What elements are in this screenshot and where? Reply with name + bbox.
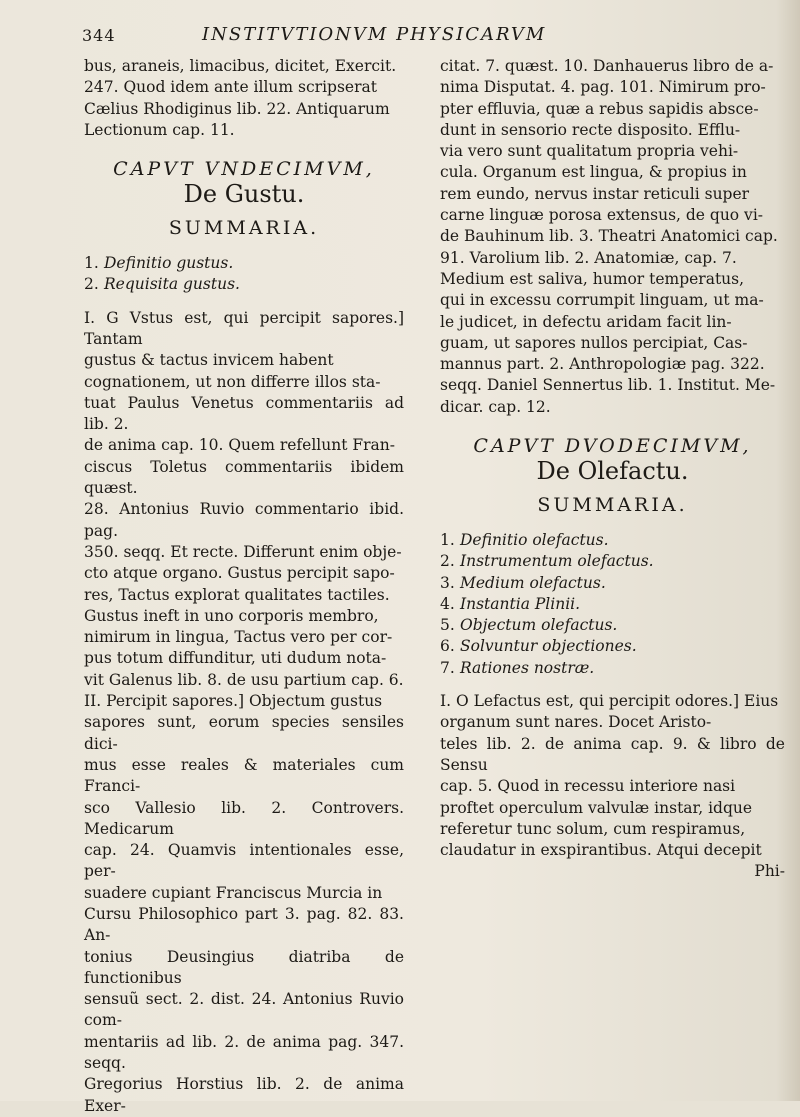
summary-item-number: 1. (84, 254, 99, 273)
text-line: suadere cupiant Franciscus Murcia in (84, 883, 383, 902)
text-line: nimirum in lingua, Tactus vero per cor- (84, 628, 393, 647)
running-title: INSTITVTIONVM PHYSICARVM (202, 24, 547, 45)
text-line: cognationem, ut non differre illos sta- (84, 372, 381, 391)
left-intro (84, 56, 404, 141)
text-line: qui in excessu corrumpit linguam, ut ma- (440, 291, 764, 310)
text-line: ciscus Toletus commentariis ibidem quæst. (84, 457, 404, 498)
text-line: bus, araneis, limacibus, dicitet, Exercit. (84, 57, 397, 75)
text-line: tonius Deusingius diatriba de functionibus (84, 947, 404, 987)
text-line: mentariis ad lib. 2. de anima pag. 347. seqq. (84, 1032, 404, 1073)
text-line: via vero sunt qualitatum propria vehi- (440, 142, 739, 161)
summary-item (440, 636, 785, 657)
text-line: cto atque organo. Gustus percipit sapo- (84, 564, 395, 583)
summary-item (440, 658, 785, 679)
text-line: I. O Lefactus est, qui percipit odores.] Eius (440, 692, 779, 711)
text-line: citat. 7. quæst. 10. Danhauerus libro de a- (440, 57, 774, 75)
summary-item-text: Solvuntur objectiones. (460, 637, 637, 656)
text-line: Cælius Rhodiginus lib. 22. Antiquarum (84, 99, 390, 118)
text-line: de anima cap. 10. Quem refellunt Fran- (84, 436, 395, 455)
summary-item-number: 2. (440, 552, 455, 571)
text-line: I. G Vstus est, qui percipit sapores.] Tantam (84, 308, 404, 348)
text-line: cap. 24. Quamvis intentionales esse, per- (84, 841, 404, 881)
text-line: mus esse reales & materiales cum Franci- (84, 755, 404, 796)
text-line: guam, ut sapores nullos percipiat, Cas- (440, 333, 748, 352)
summary-item-text: Medium olefactus. (460, 573, 606, 592)
summary-item-number: 6. (440, 637, 455, 656)
text-line: dunt in sensorio recte disposito. Efflu- (440, 120, 741, 139)
summary-item-number: 1. (440, 530, 455, 549)
chapter-heading: CAPVT DVODECIMVM, (473, 435, 752, 458)
text-line: 247. Quod idem ante illum scripserat (84, 78, 377, 97)
text-line: claudatur in exspirantibus. Atqui decepit (440, 841, 762, 860)
summary-item-text: Requisita gustus. (104, 275, 240, 294)
text-line: 91. Varolium lib. 2. Anatomiæ, cap. 7. (440, 248, 737, 267)
left-column (84, 56, 404, 1117)
text-line: 28. Antonius Ruvio commentario ibid. pag. (84, 500, 404, 540)
text-line: sensuũ sect. 2. dist. 24. Antonius Ruvio com- (84, 990, 404, 1030)
text-line: mannus part. 2. Anthropologiæ pag. 322. (440, 355, 765, 374)
summary-item-number: 4. (440, 594, 455, 613)
text-line: nima Disputat. 4. pag. 101. Nimirum pro- (440, 78, 766, 97)
text-line: Gustus ineft in uno corporis membro, (84, 606, 379, 625)
text-line: res, Tactus explorat qualitates tactiles. (84, 585, 390, 604)
right-top (440, 56, 785, 418)
text-line: referetur tunc solum, cum respiramus, (440, 819, 746, 838)
summary-label: SUMMARIA. (168, 216, 320, 239)
summary-item-number: 2. (84, 275, 99, 294)
text-line: vit Galenus lib. 8. de usu partium cap. 6. (84, 670, 404, 689)
text-line: cap. 5. Quod in recessu interiore nasi (440, 777, 736, 796)
text-line: de Bauhinum lib. 3. Theatri Anatomici cap. (440, 227, 778, 246)
text-line: sapores sunt, eorum species sensiles dici- (84, 713, 404, 753)
page-header (82, 24, 782, 54)
spacer (84, 296, 404, 308)
summary-item-text: Rationes nostræ. (460, 658, 595, 677)
summary-item (84, 253, 404, 274)
text-line: 350. seqq. Et recte. Differunt enim obje- (84, 542, 402, 561)
text-line: gustus & tactus invicem habent (84, 351, 334, 370)
summary-item-number: 7. (440, 658, 455, 677)
summary-item-text: Definitio olefactus. (460, 530, 609, 549)
summary-item-text: Definitio gustus. (104, 254, 234, 273)
text-line: tuat Paulus Venetus commentariis ad lib. 2. (84, 393, 404, 434)
summary-item-number: 3. (440, 573, 455, 592)
summary-item (440, 615, 785, 636)
text-line: Cursu Philosophico part 3. pag. 82. 83. An- (84, 904, 404, 945)
summary-item-text: Instantia Plinii. (460, 594, 581, 613)
text-line: organum sunt nares. Docet Aristo- (440, 713, 712, 732)
summary-item (84, 274, 404, 295)
text-line: teles lib. 2. de anima cap. 9. & libro de Sensu (440, 734, 785, 774)
summary-item (440, 530, 785, 551)
text-line: Lectionum cap. 11. (84, 120, 235, 139)
page-number: 344 (82, 26, 116, 45)
right-column (440, 56, 785, 883)
text-line: seqq. Daniel Sennertus lib. 1. Institut. Me- (440, 376, 776, 395)
summary-item-text: Instrumentum olefactus. (460, 552, 654, 571)
text-line: proftet operculum valvulæ instar, idque (440, 798, 753, 817)
text-line: le judicet, in defectu aridam facit lin- (440, 312, 732, 331)
summary-item (440, 551, 785, 572)
left-body (84, 308, 404, 1117)
text-line: Gregorius Horstius lib. 2. de anima Exer- (84, 1075, 404, 1115)
chapter-heading: CAPVT VNDECIMVM, (113, 158, 375, 181)
summary-item-text: Objectum olefactus. (460, 616, 618, 635)
text-line: pus totum diffunditur, uti dudum nota- (84, 649, 387, 668)
spacer (440, 679, 785, 691)
summary-item (440, 573, 785, 594)
text-line: cula. Organum est lingua, & propius in (440, 163, 747, 182)
summary-item-number: 5. (440, 616, 455, 635)
text-line: II. Percipit sapores.] Objectum gustus (84, 692, 383, 711)
summary-item (440, 594, 785, 615)
text-line: Phi- (754, 862, 785, 881)
summary-label: SUMMARIA. (537, 493, 688, 516)
text-line: carne linguæ porosa extensus, de quo vi- (440, 206, 764, 225)
text-line: rem eundo, nervus instar reticuli super (440, 184, 750, 203)
chapter-subject: De Olefactu. (536, 457, 689, 486)
text-line: pter effluvia, quæ a rebus sapidis absce- (440, 99, 759, 118)
chapter-subject: De Gustu. (183, 180, 305, 209)
text-line: dicar. cap. 12. (440, 397, 551, 416)
right-body (440, 691, 785, 883)
text-line: sco Vallesio lib. 2. Controvers. Medicarum (84, 798, 404, 838)
text-line: Medium est saliva, humor temperatus, (440, 269, 745, 288)
